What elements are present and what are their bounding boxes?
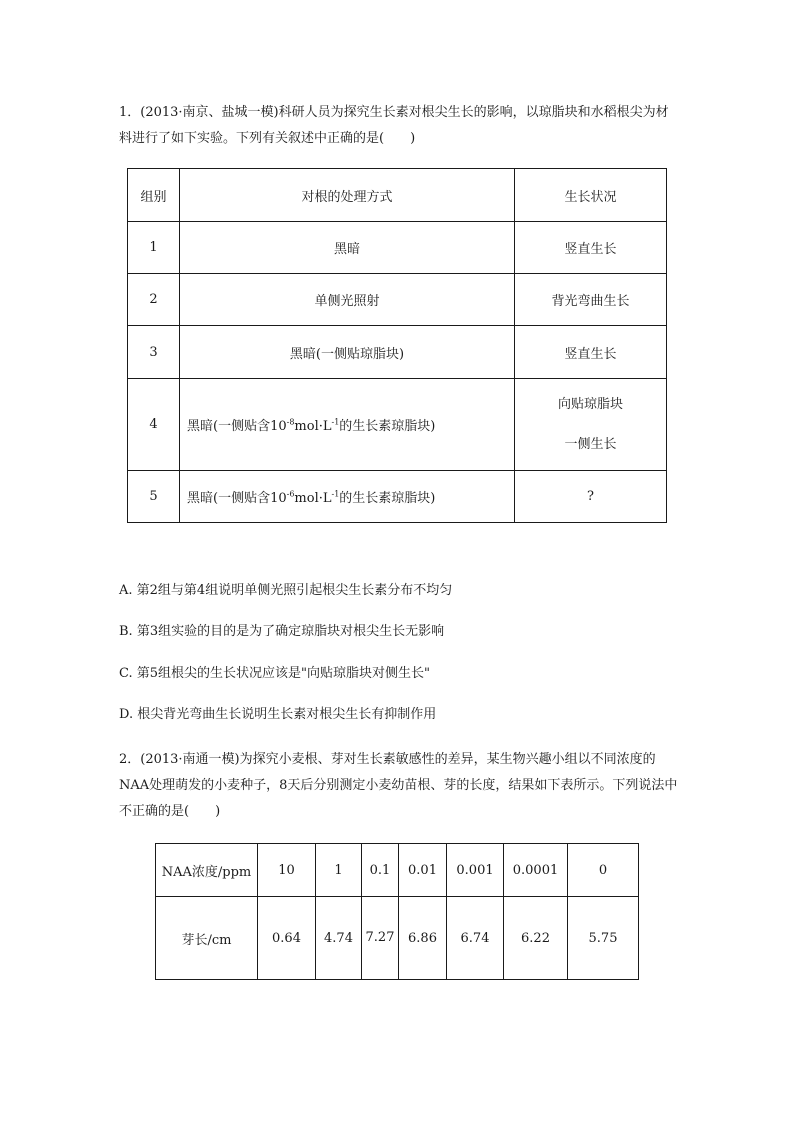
bud-length-cell: 0.64 — [258, 897, 316, 980]
concentration-cell: 1 — [316, 844, 362, 897]
header-growth: 生长状况 — [515, 169, 667, 222]
header-group: 组别 — [128, 169, 180, 222]
question-2-stem: 2．(2013·南通一模)为探究小麦根、芽对生长素敏感性的差异，某生物兴趣小组以不同浓度的NAA处理萌发的小麦种子，8天后分别测定小麦幼苗根、芽的长度，结果如下表所示。下列说法中不正确的是( ) — [119, 752, 678, 819]
naa-table — [155, 843, 639, 980]
treatment-cell — [180, 379, 515, 471]
bud-length-cell: 5.75 — [568, 897, 639, 980]
exponent: -1 — [331, 417, 340, 427]
concentration-cell: 0 — [568, 844, 639, 897]
group-cell: 1 — [128, 222, 180, 274]
bud-length-cell: 4.74 — [316, 897, 362, 980]
bud-length-cell: 6.86 — [399, 897, 447, 980]
question-1-stem: 1．(2013·南京、盐城一模)科研人员为探究生长素对根尖生长的影响，以琼脂块和水稻根尖为材料进行了如下实验。下列有关叙述中正确的是( ) — [119, 105, 669, 146]
treatment-text: 的生长素琼脂块) — [339, 419, 436, 434]
bud-length-cell: 7.27 — [362, 897, 399, 980]
treatment-cell: 黑暗 — [180, 222, 515, 274]
concentration-cell: 0.0001 — [504, 844, 568, 897]
group-cell: 2 — [128, 274, 180, 326]
growth-cell: 竖直生长 — [515, 326, 667, 379]
table-header-row — [128, 169, 667, 222]
experiment-table — [127, 168, 667, 523]
treatment-text: 黑暗(一侧贴含10 — [187, 491, 287, 506]
concentration-cell: 0.01 — [399, 844, 447, 897]
growth-cell — [515, 379, 667, 471]
bud-length-cell: 6.22 — [504, 897, 568, 980]
treatment-text: 黑暗(一侧贴含10 — [187, 419, 287, 434]
table-row — [128, 326, 667, 379]
growth-cell: 背光弯曲生长 — [515, 274, 667, 326]
group-cell: 3 — [128, 326, 180, 379]
treatment-cell — [180, 471, 515, 523]
concentration-cell: 10 — [258, 844, 316, 897]
growth-line: 向贴琼脂块 — [557, 396, 623, 412]
treatment-unit: mol·L — [294, 491, 332, 506]
treatment-cell: 单侧光照射 — [180, 274, 515, 326]
bud-length-cell: 6.74 — [447, 897, 504, 980]
treatment-unit: mol·L — [294, 419, 332, 434]
treatment-text: 的生长素琼脂块) — [339, 491, 436, 506]
row-label: 芽长/cm — [156, 897, 258, 980]
table-row — [128, 379, 667, 471]
concentration-cell: 0.001 — [447, 844, 504, 897]
growth-line: 一侧生长 — [564, 436, 617, 452]
table-row — [128, 471, 667, 523]
growth-cell: ? — [515, 471, 667, 523]
option-c: C. 第5组根尖的生长状况应该是"向贴琼脂块对侧生长" — [119, 666, 430, 681]
exponent: -1 — [331, 489, 340, 499]
concentration-row — [156, 844, 639, 897]
exponent: -8 — [286, 417, 295, 427]
option-d: D. 根尖背光弯曲生长说明生长素对根尖生长有抑制作用 — [119, 707, 437, 722]
growth-cell: 竖直生长 — [515, 222, 667, 274]
bud-length-row — [156, 897, 639, 980]
concentration-cell: 0.1 — [362, 844, 399, 897]
exponent: -6 — [286, 489, 295, 499]
treatment-cell: 黑暗(一侧贴琼脂块) — [180, 326, 515, 379]
option-a: A. 第2组与第4组说明单侧光照引起根尖生长素分布不均匀 — [119, 583, 453, 598]
option-b: B. 第3组实验的目的是为了确定琼脂块对根尖生长无影响 — [119, 624, 445, 639]
row-label: NAA浓度/ppm — [156, 844, 258, 897]
table-row — [128, 274, 667, 326]
table-row — [128, 222, 667, 274]
group-cell: 5 — [128, 471, 180, 523]
header-treatment: 对根的处理方式 — [180, 169, 515, 222]
group-cell: 4 — [128, 379, 180, 471]
